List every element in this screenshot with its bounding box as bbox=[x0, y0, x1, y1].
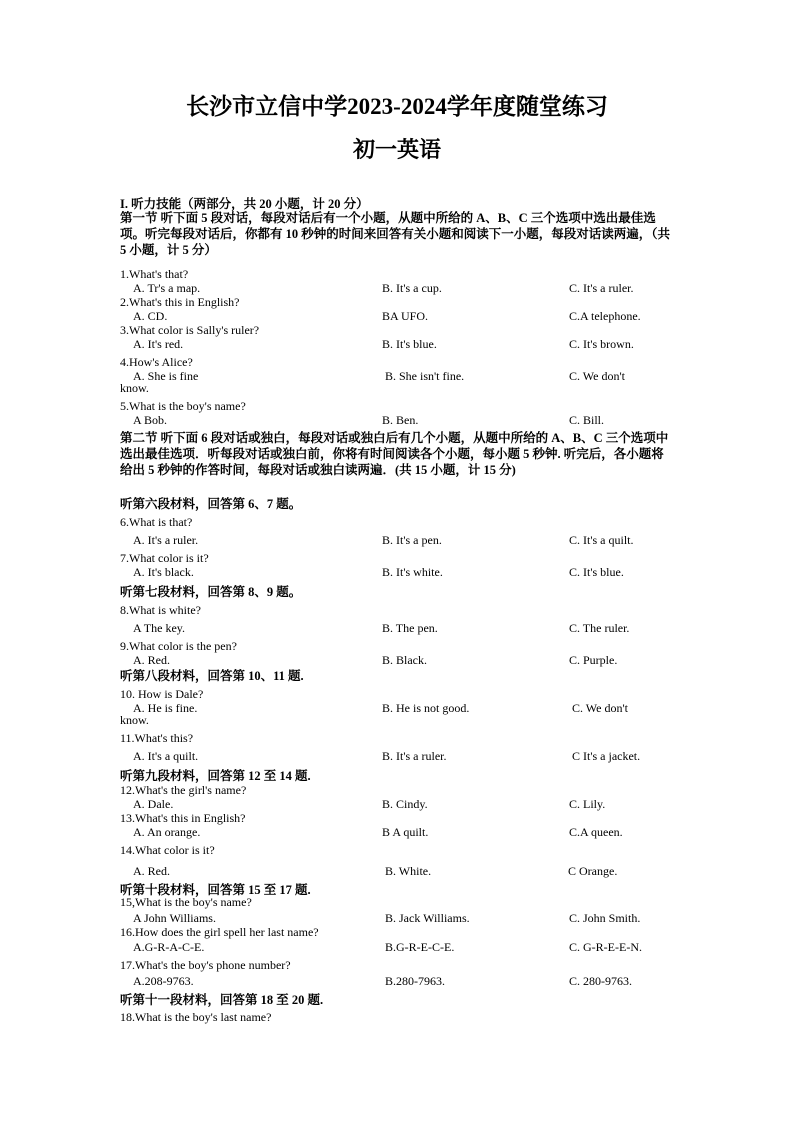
option-1a: A. Tr's a map. bbox=[133, 281, 201, 295]
question-1: 1.What's that? bbox=[120, 267, 189, 281]
option-7a: A. It's black. bbox=[133, 565, 194, 579]
option-2a: A. CD. bbox=[133, 309, 168, 323]
option-14a: A. Red. bbox=[133, 864, 170, 878]
question-12: 12.What's the girl's name? bbox=[120, 783, 247, 797]
option-11b: B. It's a ruler. bbox=[382, 749, 447, 763]
part-heading: I. 听力技能（两部分，共 20 小题，计 20 分） bbox=[120, 197, 369, 211]
option-17b: B.280-7963. bbox=[385, 974, 445, 988]
option-6a: A. It's a ruler. bbox=[133, 533, 199, 547]
question-15: 15,What is the boy's name? bbox=[120, 895, 252, 909]
option-13c: C.A queen. bbox=[569, 825, 623, 839]
option-14c: C Orange. bbox=[568, 864, 618, 878]
option-9b: B. Black. bbox=[382, 653, 427, 667]
option-13a: A. An orange. bbox=[133, 825, 201, 839]
option-12a: A. Dale. bbox=[133, 797, 174, 811]
question-14: 14.What color is it? bbox=[120, 843, 215, 857]
option-16c: C. G-R-E-E-N. bbox=[569, 940, 642, 954]
question-8: 8.What is white? bbox=[120, 603, 201, 617]
option-13b: B A quilt. bbox=[382, 825, 429, 839]
option-5a: A Bob. bbox=[133, 413, 168, 427]
material-9: 听第九段材料，回答第 12 至 14 题. bbox=[120, 769, 311, 783]
option-15b: B. Jack Williams. bbox=[385, 911, 470, 925]
option-5b: B. Ben. bbox=[382, 413, 419, 427]
option-4b: B. She isn't fine. bbox=[385, 369, 465, 383]
section2-intro: 第二节 听下面 6 段对话或独白，每段对话或独白后有几个小题，从题中所给的 A、B、C 三个选项中选出最佳选项．听每段对话或独白前，你将有时间阅读各个小题，每小题 5 秒钟. 听完后，各小题将给出 5 秒钟的作答时间，每段对话或独白读两遍．(共 15 小题，计 15 分) bbox=[120, 431, 669, 477]
option-17a: A.208-9763. bbox=[133, 974, 194, 988]
option-10c: C. We don't bbox=[572, 701, 628, 715]
question-17: 17.What's the boy's phone number? bbox=[120, 958, 291, 972]
option-4c: C. We don't bbox=[569, 369, 625, 383]
question-4: 4.How's Alice? bbox=[120, 355, 193, 369]
option-10c-wrap: know. bbox=[120, 713, 149, 727]
option-9c: C. Purple. bbox=[569, 653, 618, 667]
option-7c: C. It's blue. bbox=[569, 565, 624, 579]
material-11: 听第十一段材料，回答第 18 至 20 题. bbox=[120, 993, 324, 1007]
option-15c: C. John Smith. bbox=[569, 911, 641, 925]
question-13: 13.What's this in English? bbox=[120, 811, 246, 825]
option-4a: A. She is fine bbox=[133, 369, 199, 383]
option-10b: B. He is not good. bbox=[382, 701, 470, 715]
page-title: 长沙市立信中学2023-2024学年度随堂练习 bbox=[186, 94, 608, 119]
option-14b: B. White. bbox=[385, 864, 432, 878]
question-7: 7.What color is it? bbox=[120, 551, 209, 565]
option-8a: A The key. bbox=[133, 621, 185, 635]
option-6c: C. It's a quilt. bbox=[569, 533, 634, 547]
option-5c: C. Bill. bbox=[569, 413, 605, 427]
option-12b: B. Cindy. bbox=[382, 797, 428, 811]
option-15a: A John Williams. bbox=[133, 911, 216, 925]
option-6b: B. It's a pen. bbox=[382, 533, 442, 547]
option-8c: C. The ruler. bbox=[569, 621, 630, 635]
option-10a: A. He is fine. bbox=[133, 701, 198, 715]
option-7b: B. It's white. bbox=[382, 565, 443, 579]
material-8: 听第八段材料，回答第 10、11 题. bbox=[120, 669, 304, 683]
option-16b: B.G-R-E-C-E. bbox=[385, 940, 455, 954]
question-18: 18.What is the boy's last name? bbox=[120, 1010, 272, 1024]
question-3: 3.What color is Sally's ruler? bbox=[120, 323, 260, 337]
option-16a: A.G-R-A-C-E. bbox=[133, 940, 205, 954]
option-1b: B. It's a cup. bbox=[382, 281, 442, 295]
section1-intro: 第一节 听下面 5 段对话，每段对话后有一个小题，从题中所给的 A、B、C 三个选项中选出最佳选项。听完每段对话后，你都有 10 秒钟的时间来回答有关小题和阅读下一小题，每段对话读两遍，（共 5 小题，计 5 分） bbox=[120, 211, 671, 257]
option-3b: B. It's blue. bbox=[382, 337, 437, 351]
option-11c: C It's a jacket. bbox=[572, 749, 641, 763]
question-5: 5.What is the boy's name? bbox=[120, 399, 246, 413]
material-10: 听第十段材料，回答第 15 至 17 题. bbox=[120, 883, 311, 897]
question-9: 9.What color is the pen? bbox=[120, 639, 237, 653]
option-4c-wrap: know. bbox=[120, 381, 149, 395]
question-16: 16.How does the girl spell her last name? bbox=[120, 925, 319, 939]
material-7: 听第七段材料，回答第 8、9 题。 bbox=[120, 585, 302, 599]
material-6: 听第六段材料，回答第 6、7 题。 bbox=[120, 497, 302, 511]
option-3a: A. It's red. bbox=[133, 337, 184, 351]
option-2b: BA UFO. bbox=[382, 309, 429, 323]
option-3c: C. It's brown. bbox=[569, 337, 634, 351]
question-2: 2.What's this in English? bbox=[120, 295, 240, 309]
question-10: 10. How is Dale? bbox=[120, 687, 204, 701]
option-8b: B. The pen. bbox=[382, 621, 438, 635]
page-subtitle: 初一英语 bbox=[352, 137, 441, 162]
option-12c: C. Lily. bbox=[569, 797, 606, 811]
question-6: 6.What is that? bbox=[120, 515, 193, 529]
option-17c: C. 280-9763. bbox=[569, 974, 632, 988]
question-11: 11.What's this? bbox=[120, 731, 194, 745]
option-9a: A. Red. bbox=[133, 653, 170, 667]
option-11a: A. It's a quilt. bbox=[133, 749, 199, 763]
option-2c: C.A telephone. bbox=[569, 309, 641, 323]
option-1c: C. It's a ruler. bbox=[569, 281, 634, 295]
